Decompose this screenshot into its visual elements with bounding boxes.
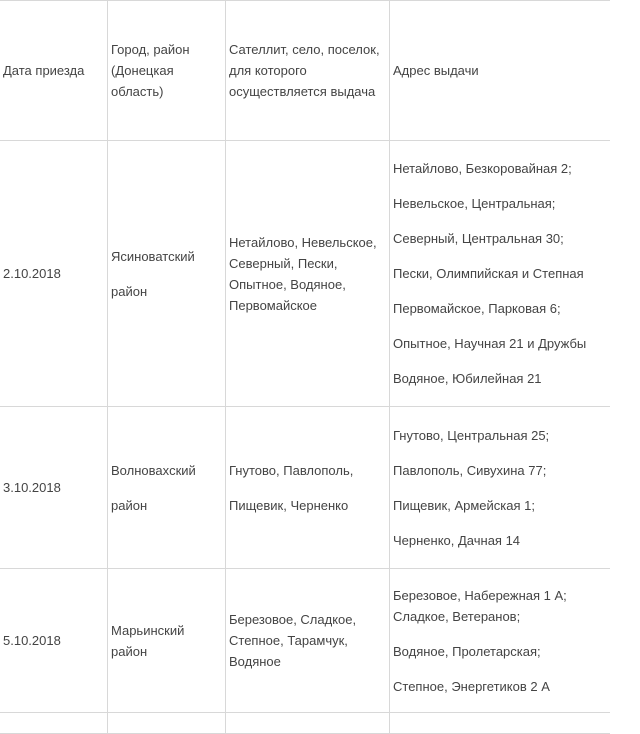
cell-addresses-line: Пески, Олимпийская и Степная <box>393 266 584 281</box>
cell-villages <box>226 407 390 568</box>
cell-addresses-line: Опытное, Научная 21 и Дружбы <box>393 336 587 351</box>
cell-date <box>0 407 108 568</box>
cell-addresses-line: Водяное, Пролетарская; <box>393 643 541 659</box>
cell-addresses-line: Водяное, Юбилейная 21 <box>393 371 542 386</box>
header-date: Дата приезда <box>0 1 108 140</box>
date-text: 3.10.2018 <box>3 480 61 495</box>
cell-date <box>0 569 108 712</box>
cell-villages-line: Березовое, Сладкое, Степное, Тарамчук, Водяное <box>229 612 357 669</box>
cell-district <box>108 569 226 712</box>
table-row-partial <box>0 713 610 734</box>
cell-villages <box>226 141 390 406</box>
cell-date <box>0 141 108 406</box>
cell-addresses-line: Первомайское, Парковая 6; <box>393 301 561 316</box>
table-row <box>0 141 610 407</box>
table-row <box>0 569 610 713</box>
cell-addresses-line: Нетайлово, Безкоровайная 2; <box>393 161 572 176</box>
cell-district <box>108 141 226 406</box>
date-text: 2.10.2018 <box>3 266 61 281</box>
cell-addresses <box>390 407 610 568</box>
cell-district-line: район <box>111 283 148 299</box>
cell-addresses-line: Черненко, Дачная 14 <box>393 532 521 548</box>
cell-addresses-line: Степное, Энергетиков 2 А <box>393 678 550 694</box>
cell-addresses-line: Северный, Центральная 30; <box>393 231 564 246</box>
cell-district-line: Марьинский район <box>111 622 185 659</box>
header-address: Адрес выдачи <box>393 63 479 78</box>
cell-villages-line: Пищевик, Черненко <box>229 497 349 513</box>
table-header-row <box>0 0 610 141</box>
cell-addresses-line: Пищевик, Армейская 1; <box>393 497 535 513</box>
cell-villages-line: Нетайлово, Невельское, Северный, Пески, Опытное, Водяное, Первомайское <box>229 234 377 313</box>
cell-district-line: Волноваxский <box>111 462 196 478</box>
cell-district-line: Ясиноватский <box>111 248 195 264</box>
cell-district-line: район <box>111 497 148 513</box>
cell-addresses-line: Березовое, Набережная 1 А; Сладкое, Ветеранов; <box>393 587 567 624</box>
cell-addresses <box>390 569 610 712</box>
header-villages: Сателлит, село, поселок, для которого осуществляется выдача <box>226 1 390 140</box>
cell-villages-line: Гнутово, Павлополь, <box>229 462 354 478</box>
cell-addresses <box>390 141 610 406</box>
cell-district <box>108 407 226 568</box>
cell-addresses-line: Павлополь, Сивухина 77; <box>393 462 547 478</box>
header-district: Город, район (Донецкая область) <box>108 1 226 140</box>
cell-addresses-line: Гнутово, Центральная 25; <box>393 427 550 443</box>
date-text: 5.10.2018 <box>3 633 61 648</box>
cell-addresses-line: Невельское, Центральная; <box>393 196 556 211</box>
cell-villages <box>226 569 390 712</box>
table-row <box>0 407 610 569</box>
